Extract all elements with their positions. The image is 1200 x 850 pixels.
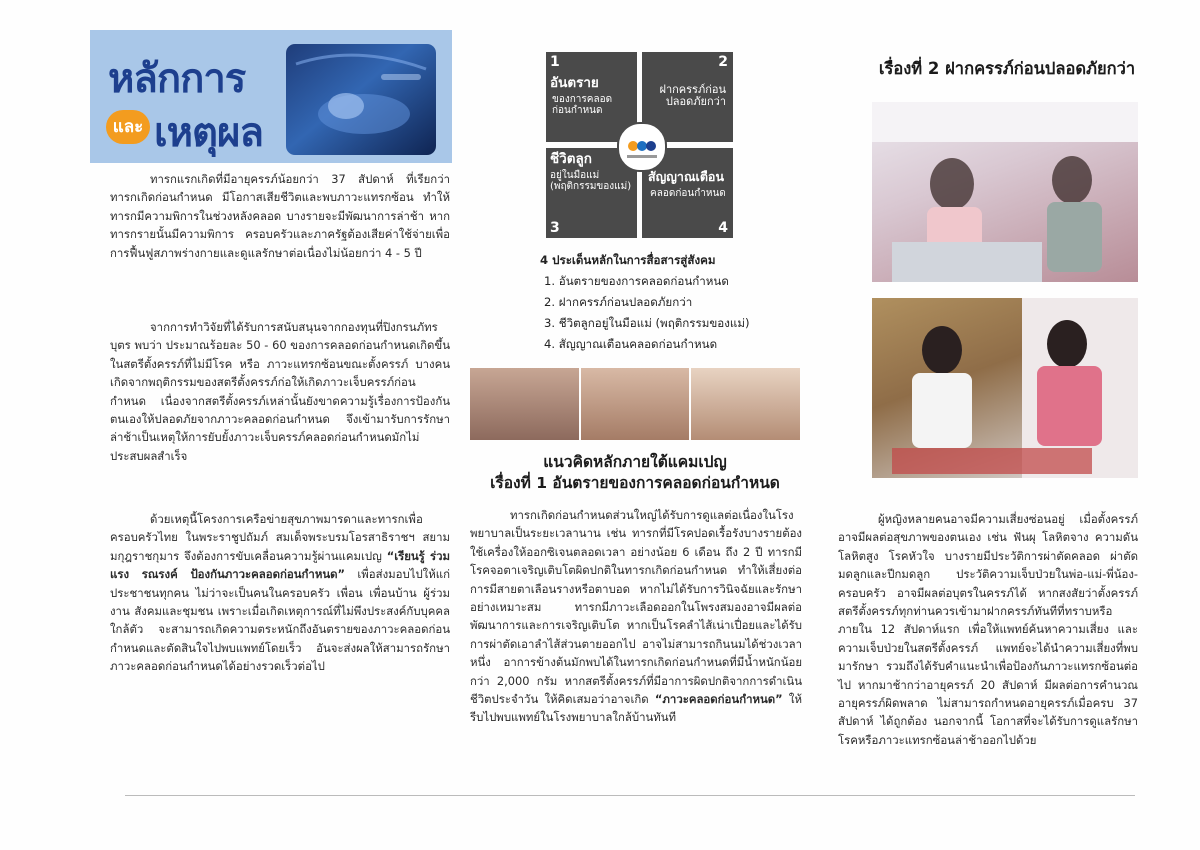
section-header: [90, 30, 452, 163]
four-points-graphic: [546, 52, 734, 238]
tile-2: 2 ฝากครรภ์ก่อน ปลอดภัยกว่า: [642, 52, 733, 142]
right-paragraph: ผู้หญิงหลายคนอาจมีความเสี่ยงซ่อนอยู่ เมื่อตั้งครรภ์อาจมีผลต่อสุขภาพของตนเอง เช่น ฟันผุ โลหิตจาง ความดันโลหิตสูง โรคหัวใจ บางรายมีประวัติการผ่าตัดคลอด ผ่าตัดมดลูกและปีกมดลูก ประวัติความเจ็บป่วยในพ่อ-แม่-พี่น้อง-ครอบครัว อาจมีผลต่อบุตรในครรภ์ได้ หากสงสัยว่าตั้งครรภ์ สตรีตั้งครรภ์ทุกท่านควรเข้ามาฝากครรภ์ทันทีที่ทราบหรือ ภายใน 12 สัปดาห์แรก เพื่อให้แพทย์ค้นหาความเสี่ยง และความเจ็บป่วยในสตรีตั้งครรภ์ แพทย์จะได้นำความเสี่ยงที่พบมารักษา รวมถึงได้รับคำแนะนำเพื่อป้องกันภาวะแทรกซ้อนต่อไป หากมาช้ากว่าอายุครรภ์ 20 สัปดาห์ มีผลต่อการคำนวณอายุครรภ์ผิดพลาด ไม่สามารถกำหนดอายุครรภ์เมื่อครบ 37 สัปดาห์ ได้ถูกต้อง นอกจากนี้ โอกาสที่จะได้รับการดูแลรักษาโรคหรือภาวะแทรกซ้อนล่าช้าออกไปด้วย: [838, 512, 1138, 747]
infant-photo-2: [581, 368, 690, 440]
header-title-line1: หลักการ: [108, 56, 246, 102]
left-paragraph-1: ทารกแรกเกิดที่มีอายุครรภ์น้อยกว่า 37 สัปดาห์ ที่เรียกว่าทารกเกิดก่อนกำหนด มีโอกาสเสียชีวิตและพบภาวะแทรกซ้อน ทำให้ทารกมีความพิการในช่วงหลังคลอด บางรายจะมีพัฒนาการล่าช้า หากทารกรายนั้นมีความพิการ ครอบครัวและภาครัฐต้องเสียค่าใช้จ่ายเพื่อการฟื้นฟูสภาพร่างกายและดูแลรักษาต่อเนื่องไม่น้อยกว่า 4 - 5 ปี: [110, 172, 450, 260]
infant-photo-3: [691, 368, 800, 440]
infant-photo-1: [470, 368, 579, 440]
middle-paragraph: ทารกเกิดก่อนกำหนดส่วนใหญ่ได้รับการดูแลต่อเนื่องในโรงพยาบาลเป็นระยะเวลานาน เช่น ทารกที่มีโรคปอดเรื้อรังบางรายต้องใช้เครื่องให้ออกซิเจนตลอดเวลา อย่างน้อย 6 เดือน ถึง 2 ปี ทารกมีโรคจอตาเจริญเติบโตผิดปกติในทารกเกิดก่อนกำหนด ทำให้เสี่ยงต่อการมีสายตาเลือนรางหรือตาบอด หากไม่ได้รับการวินิจฉัยและรักษาอย่างเหมาะสม ทารกมีภาวะเลือดออกในโพรงสมองอาจมีผลต่อพัฒนาการและการเจริญเติบโต หากเป็นโรคลำไส้เน่าเปื่อยและได้รับการผ่าตัดเอาลำไส้ส่วนตายออกไป อาจไม่สามารถกินนมได้ช่วงเวลาหนึ่ง อาการข้างต้นมักพบได้ในทารกเกิดก่อนกำหนดที่มีน้ำหนักน้อยกว่า 2,000 กรัม หากสตรีตั้งครรภ์ที่มีอาการผิดปกติจากการดำเนินชีวิตประจำวัน ให้คิดเสมอว่าอาจเกิด “ภาวะคลอดก่อนกำหนด” ให้รีบไปพบแพทย์ในโรงพยาบาลใกล้บ้านทันที: [470, 508, 802, 725]
list-item: 4. สัญญาณเตือนคลอดก่อนกำหนด: [544, 337, 718, 351]
list-item: 1. อันตรายของการคลอดก่อนกำหนด: [544, 274, 729, 288]
warning-phrase: “ภาวะคลอดก่อนกำหนด”: [654, 692, 783, 707]
incubator-illustration: [286, 44, 436, 155]
header-and-badge: และ: [106, 110, 150, 144]
header-photo-premature-infant: [286, 44, 436, 155]
list-item: 2. ฝากครรภ์ก่อนปลอดภัยกว่า: [544, 295, 693, 309]
tile-3: ชีวิตลูก อยู่ในมือแม่ (พฤติกรรมของแม่) 3: [546, 148, 637, 238]
right-column-heading: เรื่องที่ 2 ฝากครรภ์ก่อนปลอดภัยกว่า: [878, 59, 1136, 78]
list-item: 3. ชีวิตลูกอยู่ในมือแม่ (พฤติกรรมของแม่): [544, 316, 750, 330]
four-points-list: [540, 250, 810, 355]
four-points-heading: 4 ประเด็นหลักในการสื่อสารสู่สังคม: [540, 253, 716, 267]
campaign-slogan: “เรียนรู้ ร่วมแรง รณรงค์ ป้องกันภาวะคลอดก่อนกำหนด”: [110, 548, 450, 582]
tile-1: 1 อันตราย ของการคลอด ก่อนกำหนด: [546, 52, 637, 142]
tile-4: สัญญาณเตือน คลอดก่อนกำหนด 4: [642, 148, 733, 238]
infant-photo-strip: [470, 368, 800, 440]
campaign-logo-icon: [617, 122, 667, 172]
prenatal-visit-photo-1: [872, 102, 1138, 282]
left-paragraph-2: จากการทำวิจัยที่ได้รับการสนับสนุนจากกองทุนที่ปิงกรนภัทรบุตร พบว่า ประมาณร้อยละ 50 - 60 ของการคลอดก่อนกำหนดเกิดขึ้นในสตรีตั้งครรภ์ที่ไม่มีโรค หรือ ภาวะแทรกซ้อนขณะตั้งครรภ์ บางคนเกิดจากพฤติกรรมของสตรีตั้งครรภ์ก่อให้เกิดภาวะเจ็บครรภ์ก่อนกำหนด เนื่องจากสตรีตั้งครรภ์เหล่านั้นยังขาดความรู้เรื่องการป้องกันตนเองให้ปลอดภัยจากภาวะคลอดก่อนกำหนด จึงเข้ามารับการรักษาล่าช้าเป็นเหตุให้การยับยั้งภาวะเจ็บครรภ์คลอดก่อนกำหนดมักไม่ประสบผลสำเร็จ: [110, 320, 450, 463]
bottom-divider: [125, 795, 1135, 796]
campaign-heading: แนวคิดหลักภายใต้แคมเปญ เรื่องที่ 1 อันตรายของการคลอดก่อนกำหนด: [490, 453, 780, 492]
header-title-line2: เหตุผล: [154, 110, 263, 156]
prenatal-visit-photo-2: [872, 298, 1138, 478]
left-paragraph-3: ด้วยเหตุนี้โครงการเครือข่ายสุขภาพมารดาและทารกเพื่อครอบครัวไทย ในพระราชูปถัมภ์ สมเด็จพระบรมโอรสาธิราชฯ สยามมกุฎราชกุมาร จึงต้องการขับเคลื่อนความรู้ผ่านแคมเปญ “เรียนรู้ ร่วมแรง รณรงค์ ป้องกันภาวะคลอดก่อนกำหนด” เพื่อส่งมอบไปให้แก่ประชาชนทุกคน ไม่ว่าจะเป็นคนในครอบครัว เพื่อน เพื่อนบ้าน ผู้ร่วมงาน สังคมและชุมชน เพราะเมื่อเกิดเหตุการณ์ที่ไม่พึงประสงค์กับบุคคลใกล้ตัว จะสามารถเกิดความตระหนักถึงอันตรายของภาวะคลอดก่อนกำหนดและตัดสินใจไปพบแพทย์โดยเร็ว อันจะส่งผลให้สามารถรักษาภาวะคลอดก่อนกำหนดได้อย่างรวดเร็วต่อไป: [110, 512, 450, 674]
